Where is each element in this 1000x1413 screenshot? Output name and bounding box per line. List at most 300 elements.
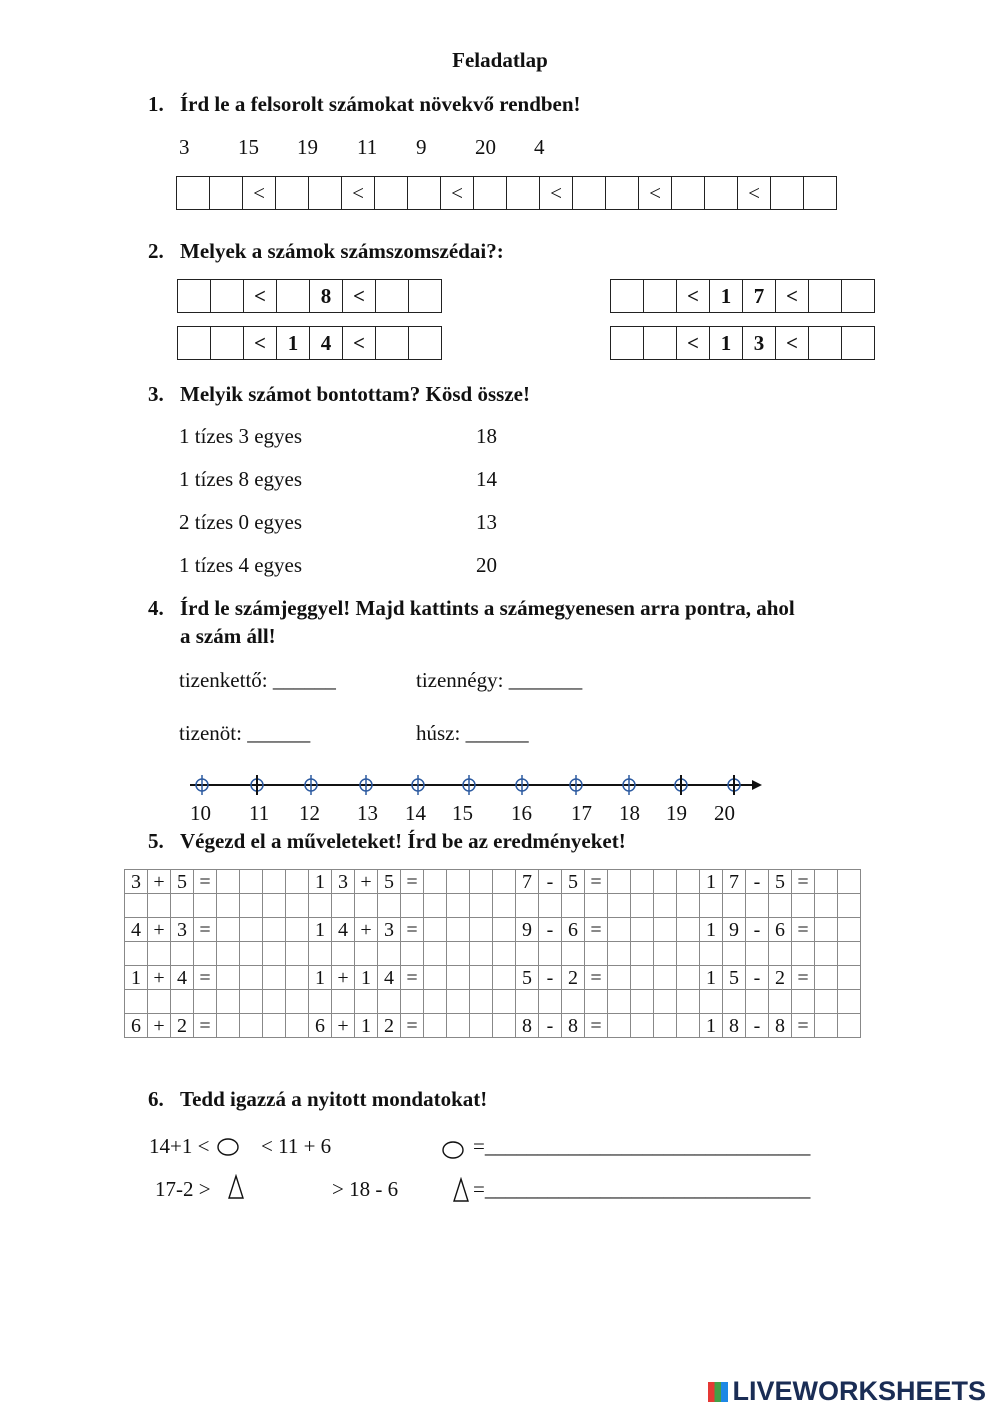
grid-answer-cell[interactable] bbox=[654, 1014, 677, 1038]
answer-cell[interactable] bbox=[611, 327, 644, 360]
grid-answer-cell[interactable] bbox=[815, 870, 838, 894]
grid-answer-cell[interactable] bbox=[815, 894, 838, 918]
number-item: 15 bbox=[238, 135, 259, 159]
grid-answer-cell[interactable] bbox=[838, 870, 861, 894]
answer-cell[interactable] bbox=[178, 327, 211, 360]
grid-symbol-cell: 2 bbox=[171, 1014, 194, 1038]
grid-symbol-cell: = bbox=[585, 870, 608, 894]
grid-answer-cell[interactable] bbox=[723, 942, 746, 966]
grid-answer-cell[interactable] bbox=[792, 942, 815, 966]
answer-cell[interactable] bbox=[606, 177, 639, 210]
grid-answer-cell[interactable] bbox=[654, 870, 677, 894]
grid-answer-cell[interactable] bbox=[631, 894, 654, 918]
grid-answer-cell[interactable] bbox=[539, 894, 562, 918]
grid-answer-cell[interactable] bbox=[217, 870, 240, 894]
grid-answer-cell[interactable] bbox=[424, 990, 447, 1014]
grid-answer-cell[interactable] bbox=[539, 942, 562, 966]
match-left-item[interactable]: 1 tízes 8 egyes bbox=[179, 467, 303, 491]
grid-answer-cell[interactable] bbox=[286, 1014, 309, 1038]
grid-symbol-cell: = bbox=[194, 1014, 217, 1038]
less-than-cell: < bbox=[343, 327, 376, 360]
answer-cell[interactable] bbox=[672, 177, 705, 210]
grid-answer-cell[interactable] bbox=[493, 990, 516, 1014]
number-item: 19 bbox=[297, 135, 318, 159]
answer-cell[interactable] bbox=[842, 280, 875, 313]
grid-answer-cell[interactable] bbox=[539, 990, 562, 1014]
grid-answer-cell[interactable] bbox=[631, 870, 654, 894]
grid-symbol-cell: 3 bbox=[332, 870, 355, 894]
grid-symbol-cell: 2 bbox=[378, 1014, 401, 1038]
grid-row bbox=[125, 990, 861, 1014]
given-digit-cell: 1 bbox=[277, 327, 310, 360]
less-than-cell: < bbox=[540, 177, 573, 210]
grid-answer-cell[interactable] bbox=[378, 990, 401, 1014]
grid-answer-cell[interactable] bbox=[125, 942, 148, 966]
number-line bbox=[0, 770, 800, 800]
grid-answer-cell[interactable] bbox=[286, 894, 309, 918]
grid-answer-cell[interactable] bbox=[585, 990, 608, 1014]
grid-symbol-cell: 3 bbox=[171, 918, 194, 942]
grid-answer-cell[interactable] bbox=[769, 990, 792, 1014]
grid-answer-cell[interactable] bbox=[562, 894, 585, 918]
answer-cell[interactable] bbox=[644, 327, 677, 360]
grid-answer-cell[interactable] bbox=[654, 942, 677, 966]
task2-number: 2. bbox=[148, 239, 164, 263]
grid-answer-cell[interactable] bbox=[470, 966, 493, 990]
grid-answer-cell[interactable] bbox=[309, 990, 332, 1014]
tick-label: 13 bbox=[357, 801, 378, 825]
grid-answer-cell[interactable] bbox=[309, 894, 332, 918]
task5-text: Végezd el a műveleteket! Írd be az eredményeket! bbox=[180, 829, 626, 853]
grid-answer-cell[interactable] bbox=[378, 942, 401, 966]
grid-answer-cell[interactable] bbox=[746, 942, 769, 966]
grid-answer-cell[interactable] bbox=[562, 942, 585, 966]
grid-answer-cell[interactable] bbox=[171, 894, 194, 918]
grid-answer-cell[interactable] bbox=[217, 990, 240, 1014]
grid-row bbox=[125, 966, 861, 990]
tick-label: 11 bbox=[249, 801, 270, 825]
neighbor-row bbox=[610, 279, 875, 313]
grid-symbol-cell: = bbox=[401, 918, 424, 942]
grid-answer-cell[interactable] bbox=[608, 918, 631, 942]
answer-cell[interactable] bbox=[474, 177, 507, 210]
grid-answer-cell[interactable] bbox=[171, 942, 194, 966]
grid-answer-cell[interactable] bbox=[723, 894, 746, 918]
grid-answer-cell[interactable] bbox=[424, 870, 447, 894]
grid-row bbox=[125, 942, 861, 966]
grid-answer-cell[interactable] bbox=[700, 990, 723, 1014]
grid-symbol-cell: 5 bbox=[171, 870, 194, 894]
grid-answer-cell[interactable] bbox=[838, 894, 861, 918]
grid-symbol-cell: + bbox=[148, 966, 171, 990]
task1-text: Írd le a felsorolt számokat növekvő rendben! bbox=[180, 92, 581, 116]
grid-answer-cell[interactable] bbox=[447, 966, 470, 990]
match-right-item[interactable]: 18 bbox=[476, 424, 497, 448]
grid-answer-cell[interactable] bbox=[240, 918, 263, 942]
grid-symbol-cell: = bbox=[401, 870, 424, 894]
grid-answer-cell[interactable] bbox=[654, 894, 677, 918]
grid-answer-cell[interactable] bbox=[815, 942, 838, 966]
task1-heading bbox=[148, 92, 581, 117]
grid-symbol-cell: 3 bbox=[125, 870, 148, 894]
circle-answer-line[interactable]: =_______________________________ bbox=[473, 1134, 811, 1158]
tick-label: 19 bbox=[666, 801, 687, 825]
grid-answer-cell[interactable] bbox=[424, 894, 447, 918]
grid-answer-cell[interactable] bbox=[562, 990, 585, 1014]
grid-answer-cell[interactable] bbox=[631, 1014, 654, 1038]
grid-answer-cell[interactable] bbox=[286, 990, 309, 1014]
grid-answer-cell[interactable] bbox=[631, 942, 654, 966]
answer-cell[interactable] bbox=[210, 177, 243, 210]
grid-symbol-cell: 5 bbox=[516, 966, 539, 990]
less-than-cell: < bbox=[776, 280, 809, 313]
grid-answer-cell[interactable] bbox=[447, 990, 470, 1014]
grid-symbol-cell: 2 bbox=[562, 966, 585, 990]
task3-heading bbox=[148, 382, 530, 407]
page-title: Feladatlap bbox=[452, 48, 548, 72]
match-left-item[interactable]: 1 tízes 4 egyes bbox=[179, 553, 303, 577]
grid-symbol-cell: = bbox=[194, 966, 217, 990]
grid-symbol-cell: 4 bbox=[332, 918, 355, 942]
grid-answer-cell[interactable] bbox=[608, 1014, 631, 1038]
answer-cell[interactable] bbox=[375, 177, 408, 210]
grid-answer-cell[interactable] bbox=[309, 942, 332, 966]
triangle-icon[interactable] bbox=[227, 1174, 247, 1200]
grid-answer-cell[interactable] bbox=[838, 942, 861, 966]
grid-answer-cell[interactable] bbox=[447, 894, 470, 918]
grid-answer-cell[interactable] bbox=[769, 894, 792, 918]
match-left-item[interactable]: 1 tízes 3 egyes bbox=[179, 424, 303, 448]
grid-answer-cell[interactable] bbox=[608, 966, 631, 990]
grid-answer-cell[interactable] bbox=[585, 894, 608, 918]
grid-answer-cell[interactable] bbox=[194, 942, 217, 966]
answer-cell[interactable] bbox=[211, 280, 244, 313]
grid-symbol-cell: 9 bbox=[723, 918, 746, 942]
grid-answer-cell[interactable] bbox=[493, 942, 516, 966]
grid-answer-cell[interactable] bbox=[171, 990, 194, 1014]
grid-answer-cell[interactable] bbox=[217, 966, 240, 990]
grid-answer-cell[interactable] bbox=[286, 942, 309, 966]
grid-answer-cell[interactable] bbox=[240, 894, 263, 918]
arrow-icon bbox=[752, 780, 762, 790]
grid-symbol-cell: + bbox=[148, 918, 171, 942]
answer-cell[interactable] bbox=[178, 280, 211, 313]
circle-icon[interactable] bbox=[216, 1136, 242, 1158]
grid-answer-cell[interactable] bbox=[815, 918, 838, 942]
grid-symbol-cell: + bbox=[355, 918, 378, 942]
grid-answer-cell[interactable] bbox=[470, 942, 493, 966]
grid-answer-cell[interactable] bbox=[470, 990, 493, 1014]
grid-answer-cell[interactable] bbox=[447, 918, 470, 942]
grid-symbol-cell: 1 bbox=[355, 966, 378, 990]
grid-answer-cell[interactable] bbox=[470, 1014, 493, 1038]
triangle-icon bbox=[452, 1177, 472, 1203]
number-item: 3 bbox=[179, 135, 190, 159]
answer-cell[interactable] bbox=[705, 177, 738, 210]
less-than-cell: < bbox=[776, 327, 809, 360]
grid-answer-cell[interactable] bbox=[677, 966, 700, 990]
grid-symbol-cell: 8 bbox=[723, 1014, 746, 1038]
neighbor-row bbox=[177, 279, 442, 313]
grid-answer-cell[interactable] bbox=[516, 942, 539, 966]
grid-symbol-cell: = bbox=[792, 1014, 815, 1038]
prompt-tizenot[interactable]: tizenöt: ______ bbox=[179, 721, 311, 745]
grid-answer-cell[interactable] bbox=[263, 870, 286, 894]
grid-answer-cell[interactable] bbox=[608, 942, 631, 966]
grid-answer-cell[interactable] bbox=[493, 918, 516, 942]
answer-cell[interactable] bbox=[276, 177, 309, 210]
grid-answer-cell[interactable] bbox=[286, 966, 309, 990]
grid-answer-cell[interactable] bbox=[240, 942, 263, 966]
answer-cell[interactable] bbox=[809, 327, 842, 360]
sentence1-left: 14+1 < bbox=[149, 1134, 210, 1158]
grid-answer-cell[interactable] bbox=[148, 990, 171, 1014]
grid-answer-cell[interactable] bbox=[401, 894, 424, 918]
grid-answer-cell[interactable] bbox=[838, 1014, 861, 1038]
grid-answer-cell[interactable] bbox=[838, 966, 861, 990]
answer-cell[interactable] bbox=[177, 177, 210, 210]
grid-answer-cell[interactable] bbox=[447, 870, 470, 894]
match-right-item[interactable]: 13 bbox=[476, 510, 497, 534]
grid-answer-cell[interactable] bbox=[125, 990, 148, 1014]
grid-answer-cell[interactable] bbox=[470, 870, 493, 894]
number-item: 9 bbox=[416, 135, 427, 159]
grid-answer-cell[interactable] bbox=[286, 870, 309, 894]
less-than-cell: < bbox=[244, 327, 277, 360]
grid-answer-cell[interactable] bbox=[194, 990, 217, 1014]
grid-symbol-cell: 6 bbox=[309, 1014, 332, 1038]
grid-answer-cell[interactable] bbox=[378, 894, 401, 918]
logo-icon bbox=[708, 1382, 728, 1402]
answer-cell[interactable] bbox=[507, 177, 540, 210]
grid-answer-cell[interactable] bbox=[148, 942, 171, 966]
grid-answer-cell[interactable] bbox=[516, 894, 539, 918]
task3-number: 3. bbox=[148, 382, 164, 406]
neighbor-row bbox=[610, 326, 875, 360]
grid-symbol-cell: 5 bbox=[769, 870, 792, 894]
answer-cell[interactable] bbox=[376, 280, 409, 313]
grid-answer-cell[interactable] bbox=[240, 870, 263, 894]
task5-heading bbox=[148, 829, 626, 854]
grid-symbol-cell: = bbox=[194, 918, 217, 942]
grid-symbol-cell: 9 bbox=[516, 918, 539, 942]
grid-answer-cell[interactable] bbox=[286, 918, 309, 942]
answer-cell[interactable] bbox=[211, 327, 244, 360]
grid-answer-cell[interactable] bbox=[792, 894, 815, 918]
grid-answer-cell[interactable] bbox=[631, 918, 654, 942]
tick-label: 20 bbox=[714, 801, 735, 825]
grid-symbol-cell: 1 bbox=[355, 1014, 378, 1038]
grid-answer-cell[interactable] bbox=[217, 1014, 240, 1038]
grid-answer-cell[interactable] bbox=[631, 990, 654, 1014]
task6-number: 6. bbox=[148, 1087, 164, 1111]
grid-answer-cell[interactable] bbox=[217, 942, 240, 966]
grid-answer-cell[interactable] bbox=[815, 966, 838, 990]
task2-heading bbox=[148, 239, 504, 264]
grid-answer-cell[interactable] bbox=[355, 942, 378, 966]
answer-cell[interactable] bbox=[771, 177, 804, 210]
grid-symbol-cell: 5 bbox=[378, 870, 401, 894]
grid-answer-cell[interactable] bbox=[608, 894, 631, 918]
grid-answer-cell[interactable] bbox=[654, 918, 677, 942]
grid-answer-cell[interactable] bbox=[263, 1014, 286, 1038]
grid-symbol-cell: + bbox=[332, 1014, 355, 1038]
triangle-answer-line[interactable]: =_______________________________ bbox=[473, 1177, 811, 1201]
tick-label: 15 bbox=[452, 801, 473, 825]
grid-symbol-cell: + bbox=[148, 1014, 171, 1038]
grid-answer-cell[interactable] bbox=[263, 966, 286, 990]
grid-answer-cell[interactable] bbox=[654, 966, 677, 990]
grid-answer-cell[interactable] bbox=[838, 918, 861, 942]
grid-answer-cell[interactable] bbox=[493, 870, 516, 894]
grid-answer-cell[interactable] bbox=[792, 990, 815, 1014]
grid-answer-cell[interactable] bbox=[355, 990, 378, 1014]
task1-order-row bbox=[176, 176, 837, 210]
prompt-husz[interactable]: húsz: ______ bbox=[416, 721, 529, 745]
grid-symbol-cell: - bbox=[746, 966, 769, 990]
less-than-cell: < bbox=[738, 177, 771, 210]
grid-answer-cell[interactable] bbox=[263, 918, 286, 942]
grid-answer-cell[interactable] bbox=[401, 942, 424, 966]
grid-answer-cell[interactable] bbox=[746, 990, 769, 1014]
grid-answer-cell[interactable] bbox=[677, 990, 700, 1014]
answer-cell[interactable] bbox=[611, 280, 644, 313]
grid-answer-cell[interactable] bbox=[677, 942, 700, 966]
grid-symbol-cell: - bbox=[746, 870, 769, 894]
grid-answer-cell[interactable] bbox=[332, 942, 355, 966]
match-right-item[interactable]: 14 bbox=[476, 467, 497, 491]
grid-symbol-cell: = bbox=[401, 966, 424, 990]
grid-answer-cell[interactable] bbox=[240, 990, 263, 1014]
answer-cell[interactable] bbox=[309, 177, 342, 210]
grid-symbol-cell: 6 bbox=[769, 918, 792, 942]
tick-label: 14 bbox=[405, 801, 426, 825]
grid-symbol-cell: 1 bbox=[309, 870, 332, 894]
grid-answer-cell[interactable] bbox=[470, 918, 493, 942]
grid-answer-cell[interactable] bbox=[700, 894, 723, 918]
grid-answer-cell[interactable] bbox=[677, 918, 700, 942]
match-left-item[interactable]: 2 tízes 0 egyes bbox=[179, 510, 303, 534]
grid-answer-cell[interactable] bbox=[815, 990, 838, 1014]
grid-answer-cell[interactable] bbox=[677, 870, 700, 894]
grid-answer-cell[interactable] bbox=[838, 990, 861, 1014]
grid-answer-cell[interactable] bbox=[654, 990, 677, 1014]
grid-symbol-cell: - bbox=[539, 966, 562, 990]
grid-answer-cell[interactable] bbox=[746, 894, 769, 918]
grid-answer-cell[interactable] bbox=[332, 894, 355, 918]
neighbor-row bbox=[177, 326, 442, 360]
grid-answer-cell[interactable] bbox=[493, 894, 516, 918]
grid-answer-cell[interactable] bbox=[447, 1014, 470, 1038]
answer-cell[interactable] bbox=[376, 327, 409, 360]
grid-answer-cell[interactable] bbox=[355, 894, 378, 918]
grid-answer-cell[interactable] bbox=[424, 942, 447, 966]
grid-answer-cell[interactable] bbox=[677, 894, 700, 918]
grid-answer-cell[interactable] bbox=[631, 966, 654, 990]
prompt-tizenketto[interactable]: tizenkettő: ______ bbox=[179, 668, 336, 692]
prompt-tizennegy[interactable]: tizennégy: _______ bbox=[416, 668, 583, 692]
grid-answer-cell[interactable] bbox=[700, 942, 723, 966]
task3-text: Melyik számot bontottam? Kösd össze! bbox=[180, 382, 530, 406]
answer-cell[interactable] bbox=[842, 327, 875, 360]
answer-cell[interactable] bbox=[644, 280, 677, 313]
grid-answer-cell[interactable] bbox=[769, 942, 792, 966]
less-than-cell: < bbox=[244, 280, 277, 313]
grid-answer-cell[interactable] bbox=[447, 942, 470, 966]
answer-cell[interactable] bbox=[804, 177, 837, 210]
grid-symbol-cell: + bbox=[148, 870, 171, 894]
less-than-cell: < bbox=[243, 177, 276, 210]
grid-symbol-cell: 8 bbox=[516, 1014, 539, 1038]
grid-answer-cell[interactable] bbox=[263, 894, 286, 918]
grid-symbol-cell: - bbox=[539, 870, 562, 894]
number-item: 20 bbox=[475, 135, 496, 159]
grid-answer-cell[interactable] bbox=[217, 894, 240, 918]
grid-answer-cell[interactable] bbox=[585, 942, 608, 966]
given-digit-cell: 3 bbox=[743, 327, 776, 360]
answer-cell[interactable] bbox=[408, 177, 441, 210]
task1-number: 1. bbox=[148, 92, 164, 116]
given-digit-cell: 1 bbox=[710, 327, 743, 360]
answer-cell[interactable] bbox=[409, 327, 442, 360]
grid-symbol-cell: 1 bbox=[125, 966, 148, 990]
grid-answer-cell[interactable] bbox=[194, 894, 217, 918]
answer-cell[interactable] bbox=[573, 177, 606, 210]
grid-symbol-cell: 1 bbox=[700, 966, 723, 990]
given-digit-cell: 1 bbox=[710, 280, 743, 313]
tick-label: 16 bbox=[511, 801, 532, 825]
grid-symbol-cell: - bbox=[746, 918, 769, 942]
grid-answer-cell[interactable] bbox=[332, 990, 355, 1014]
grid-answer-cell[interactable] bbox=[217, 918, 240, 942]
answer-cell[interactable] bbox=[409, 280, 442, 313]
grid-symbol-cell: 4 bbox=[125, 918, 148, 942]
grid-answer-cell[interactable] bbox=[493, 1014, 516, 1038]
grid-symbol-cell: = bbox=[792, 870, 815, 894]
grid-answer-cell[interactable] bbox=[125, 894, 148, 918]
grid-answer-cell[interactable] bbox=[424, 1014, 447, 1038]
less-than-cell: < bbox=[342, 177, 375, 210]
answer-cell[interactable] bbox=[809, 280, 842, 313]
grid-answer-cell[interactable] bbox=[148, 894, 171, 918]
grid-symbol-cell: 4 bbox=[171, 966, 194, 990]
grid-answer-cell[interactable] bbox=[723, 990, 746, 1014]
grid-answer-cell[interactable] bbox=[608, 990, 631, 1014]
grid-answer-cell[interactable] bbox=[677, 1014, 700, 1038]
grid-answer-cell[interactable] bbox=[516, 990, 539, 1014]
grid-symbol-cell: 8 bbox=[769, 1014, 792, 1038]
grid-answer-cell[interactable] bbox=[493, 966, 516, 990]
grid-symbol-cell: 5 bbox=[723, 966, 746, 990]
sentence1-right: < 11 + 6 bbox=[261, 1134, 332, 1158]
grid-answer-cell[interactable] bbox=[401, 990, 424, 1014]
task4-heading-cont: a szám áll! bbox=[180, 624, 276, 648]
grid-symbol-cell: 6 bbox=[125, 1014, 148, 1038]
grid-answer-cell[interactable] bbox=[240, 966, 263, 990]
tick-labels bbox=[0, 801, 1000, 827]
grid-answer-cell[interactable] bbox=[424, 966, 447, 990]
grid-answer-cell[interactable] bbox=[470, 894, 493, 918]
grid-answer-cell[interactable] bbox=[240, 1014, 263, 1038]
grid-answer-cell[interactable] bbox=[608, 870, 631, 894]
match-right-item[interactable]: 20 bbox=[476, 553, 497, 577]
grid-answer-cell[interactable] bbox=[263, 990, 286, 1014]
grid-answer-cell[interactable] bbox=[815, 1014, 838, 1038]
given-digit-cell bbox=[277, 280, 310, 313]
task6-heading bbox=[148, 1087, 487, 1112]
grid-answer-cell[interactable] bbox=[263, 942, 286, 966]
grid-answer-cell[interactable] bbox=[424, 918, 447, 942]
